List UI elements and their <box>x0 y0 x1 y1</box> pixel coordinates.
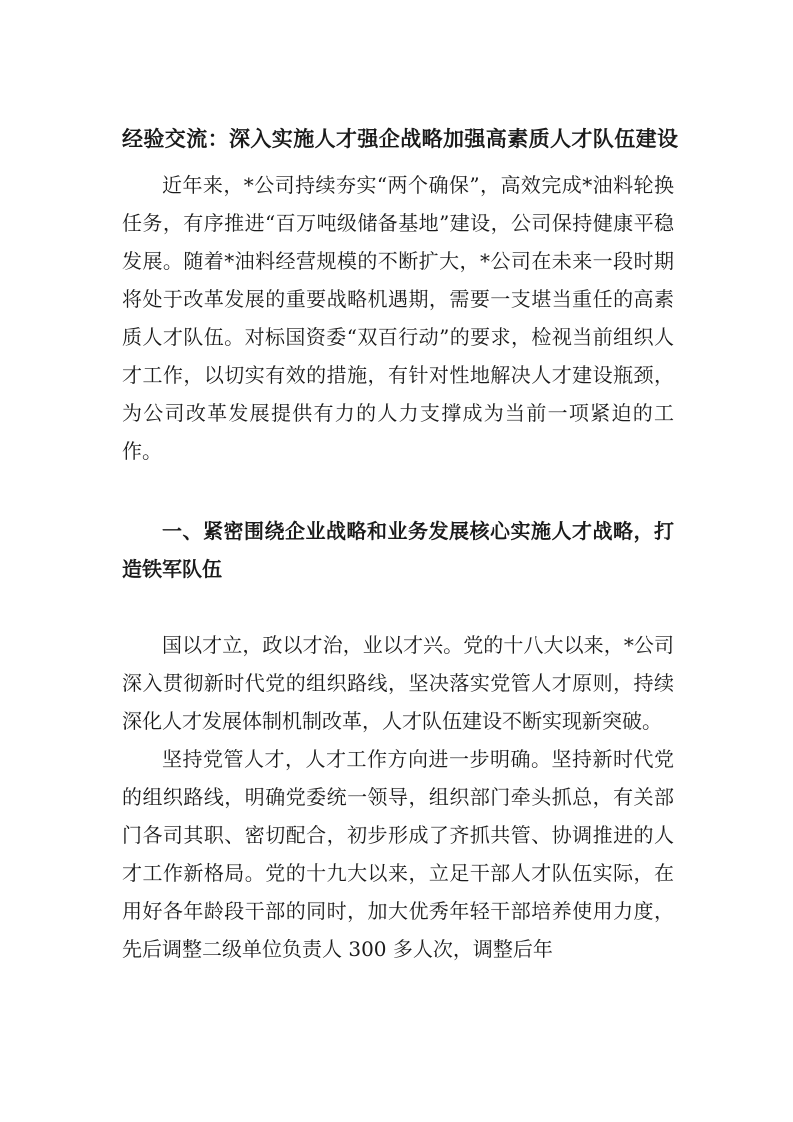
body-paragraph-2: 国以才立，政以才治，业以才兴。党的十八大以来，*公司深入贯彻新时代党的组织路线，坚决落实党管人才原则，持续深化人才发展体制机制改革，人才队伍建设不断实现新突破。 <box>122 633 674 733</box>
body-paragraph-intro: 近年来，*公司持续夯实“两个确保”，高效完成*油料轮换任务，有序推进“百万吨级储备基地”建设，公司保持健康平稳发展。随着*油料经营规模的不断扩大，*公司在未来一段时期将处于改革发展的重要战略机遇期，需要一支堪当重任的高素质人才队伍。对标国资委“双百行动”的要求，检视当前组织人才工作，以切实有效的措施，有针对性地解决人才建设瓶颈，为公司改革发展提供有力的人力支撑成为当前一项紧迫的工作。 <box>122 173 674 463</box>
body-paragraph-3: 坚持党管人才，人才工作方向进一步明确。坚持新时代党的组织路线，明确党委统一领导，组织部门牵头抓总，有关部门各司其职、密切配合，初步形成了齐抓共管、协调推进的人才工作新格局。党的十九大以来，立足干部人才队伍实际，在用好各年龄段干部的同时，加大优秀年轻干部培养使用力度，先后调整二级单位负责人 300 多人次，调整后年 <box>122 747 674 961</box>
document-title: 经验交流：深入实施人才强企战略加强高素质人才队伍建设 <box>122 126 679 151</box>
section-heading-1: 一、紧密围绕企业战略和业务发展核心实施人才战略，打造铁军队伍 <box>122 519 674 581</box>
